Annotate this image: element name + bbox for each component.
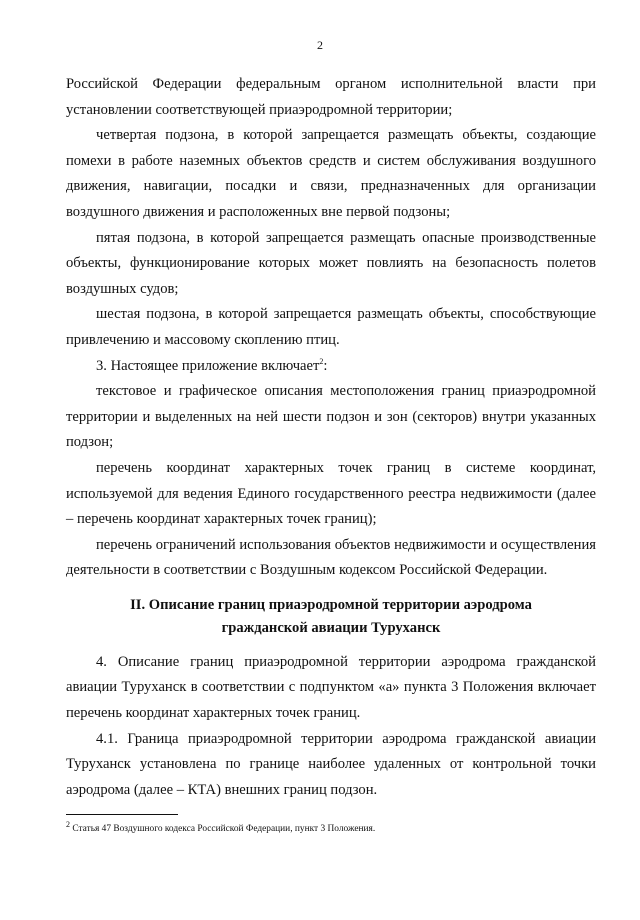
page-number: 2 [317, 38, 323, 52]
appendix-includes-text: 3. Настоящее приложение включает [96, 357, 320, 374]
paragraph-subzone-4: четвертая подзона, в которой запрещается размещать объекты, создающие помехи в работе наземных объектов средств и систем обслуживания воздушного движения, навигации, посадки и связи, предназначенных для организации воздушного движения и расположенных вне первой подзоны; [66, 127, 596, 220]
document-body [66, 72, 596, 803]
section-heading-line-2: гражданской авиации Туруханск [221, 619, 441, 636]
footnote [66, 819, 596, 836]
paragraph-restrictions-list: перечень ограничений использования объектов недвижимости и осуществления деятельности в соответствии с Воздушным кодексом Российской Федерации. [66, 536, 596, 579]
appendix-includes-colon: : [323, 357, 328, 374]
paragraph-subzone-6: шестая подзона, в которой запрещается размещать объекты, способствующие привлечению и массовому скоплению птиц. [66, 306, 596, 348]
footnote-divider [66, 814, 178, 815]
footnote-reference: 2 [319, 356, 324, 366]
section-heading [66, 594, 596, 640]
paragraph-item-4: 4. Описание границ приаэродромной территории аэродрома гражданской авиации Туруханск в соответствии с подпунктом «а» пункта 3 Положения включает перечень координат характерных точек границ. [66, 653, 596, 722]
footnote-marker: 2 [66, 819, 70, 829]
paragraph-continuation: Российской Федерации федеральным органом исполнительной власти при установлении соответствующей приаэродромной территории; [66, 76, 596, 118]
paragraph-appendix-includes [66, 354, 596, 380]
paragraph-item-4-1: 4.1. Граница приаэродромной территории аэродрома гражданской авиации Туруханск установлена по границе наиболее удаленных от контрольной точки аэродрома (далее – КТА) внешних границ подзон. [66, 730, 596, 798]
paragraph-coordinates-list: перечень координат характерных точек границ в системе координат, используемой для ведения Единого государственного реестра недвижимости (далее – перечень координат характерных точек границ); [66, 459, 596, 528]
footnote-text: Статья 47 Воздушного кодекса Российской Федерации, пункт 3 Положения. [70, 824, 376, 834]
paragraph-text-description: текстовое и графическое описания местоположения границ приаэродромной территории и выделенных на ней шести подзон и зон (секторов) внутри указанных подзон; [66, 383, 596, 451]
paragraph-subzone-5: пятая подзона, в которой запрещается размещать опасные производственные объекты, функционирование которых может повлиять на безопасность полетов воздушных судов; [66, 229, 596, 297]
section-heading-line-1: II. Описание границ приаэродромной территории аэродрома [130, 596, 532, 613]
